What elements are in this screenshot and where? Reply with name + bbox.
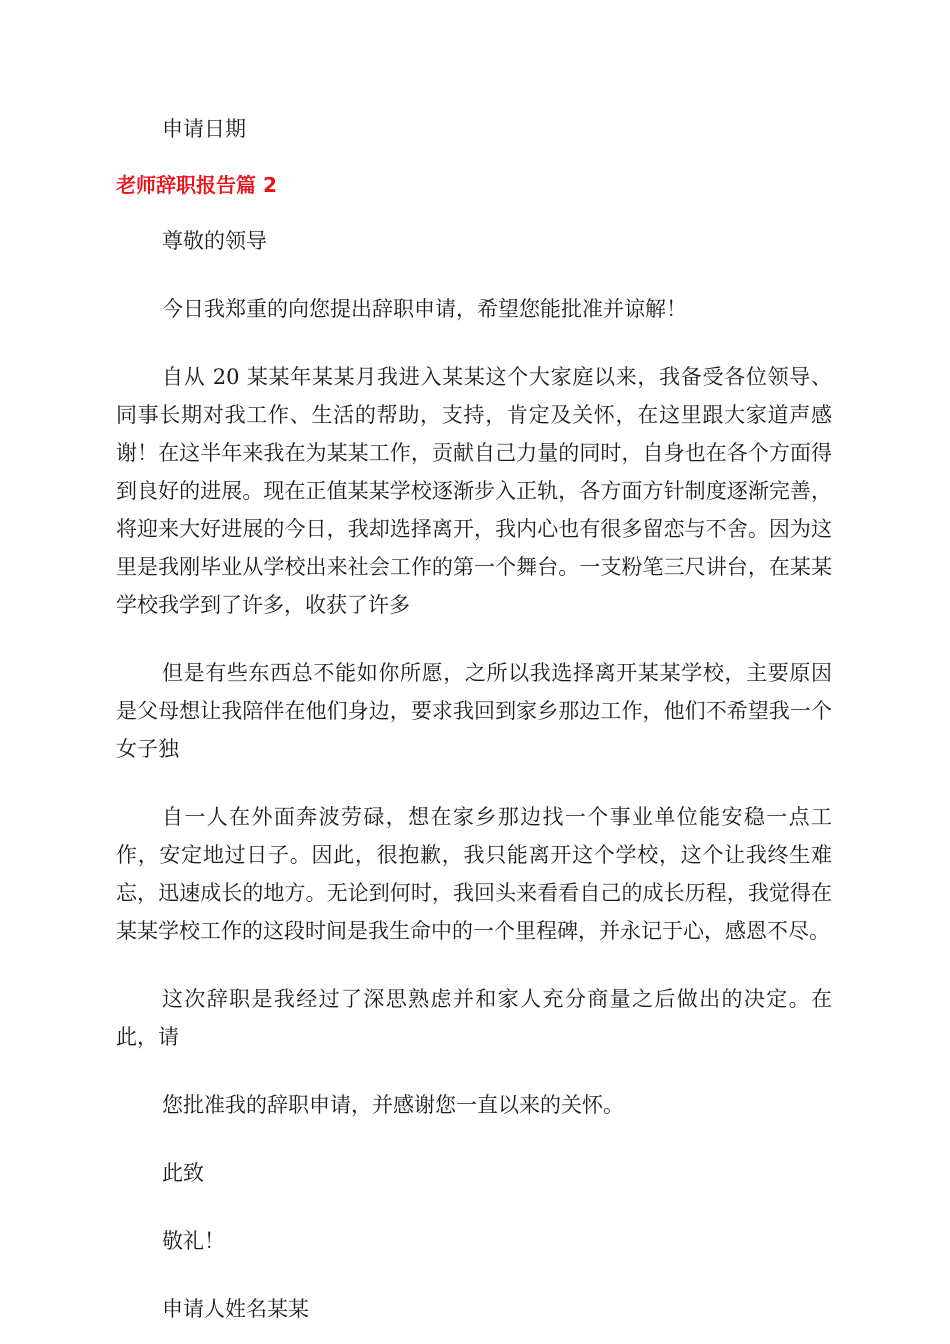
section-title: 老师辞职报告篇 2 [116,173,277,197]
paragraph-6: 您批准我的辞职申请，并感谢您一直以来的关怀。 [162,1093,624,1117]
application-date-line: 申请日期 [162,117,246,141]
greeting: 尊敬的领导 [162,229,267,253]
closing-regards: 敬礼！ [162,1229,225,1253]
paragraph-4: 自一人在外面奔波劳碌，想在家乡那边找一个事业单位能安稳一点工作，安定地过日子。因此，很抱歉，我只能离开这个学校，这个让我终生难忘，迅速成长的地方。无论到何时，我回头来看看自己的成长历程，我觉得在某某学校工作的这段时间是我生命中的一个里程碑，并永记于心，感恩不尽。 [116,805,832,943]
paragraph-2: 自从 20 某某年某某月我进入某某这个大家庭以来，我备受各位领导、同事长期对我工作、生活的帮助，支持，肯定及关怀，在这里跟大家道声感谢！在这半年来我在为某某工作，贡献自己力量的同时，自身也在各个方面得到良好的进展。现在正值某某学校逐渐步入正轨，各方面方针制度逐渐完善，将迎来大好进展的今日，我却选择离开，我内心也有很多留恋与不舍。因为这里是我刚毕业从学校出来社会工作的第一个舞台。一支粉笔三尺讲台，在某某学校我学到了许多，收获了许多 [116,365,832,617]
closing-salutation: 此致 [162,1161,204,1185]
document-body [116,110,832,1328]
paragraph-1: 今日我郑重的向您提出辞职申请，希望您能批准并谅解！ [162,297,687,321]
applicant-signature: 申请人姓名某某 [162,1297,309,1321]
paragraph-5: 这次辞职是我经过了深思熟虑并和家人充分商量之后做出的决定。在此，请 [116,987,832,1049]
paragraph-3: 但是有些东西总不能如你所愿，之所以我选择离开某某学校，主要原因是父母想让我陪伴在他们身边，要求我回到家乡那边工作，他们不希望我一个女子独 [116,661,832,761]
